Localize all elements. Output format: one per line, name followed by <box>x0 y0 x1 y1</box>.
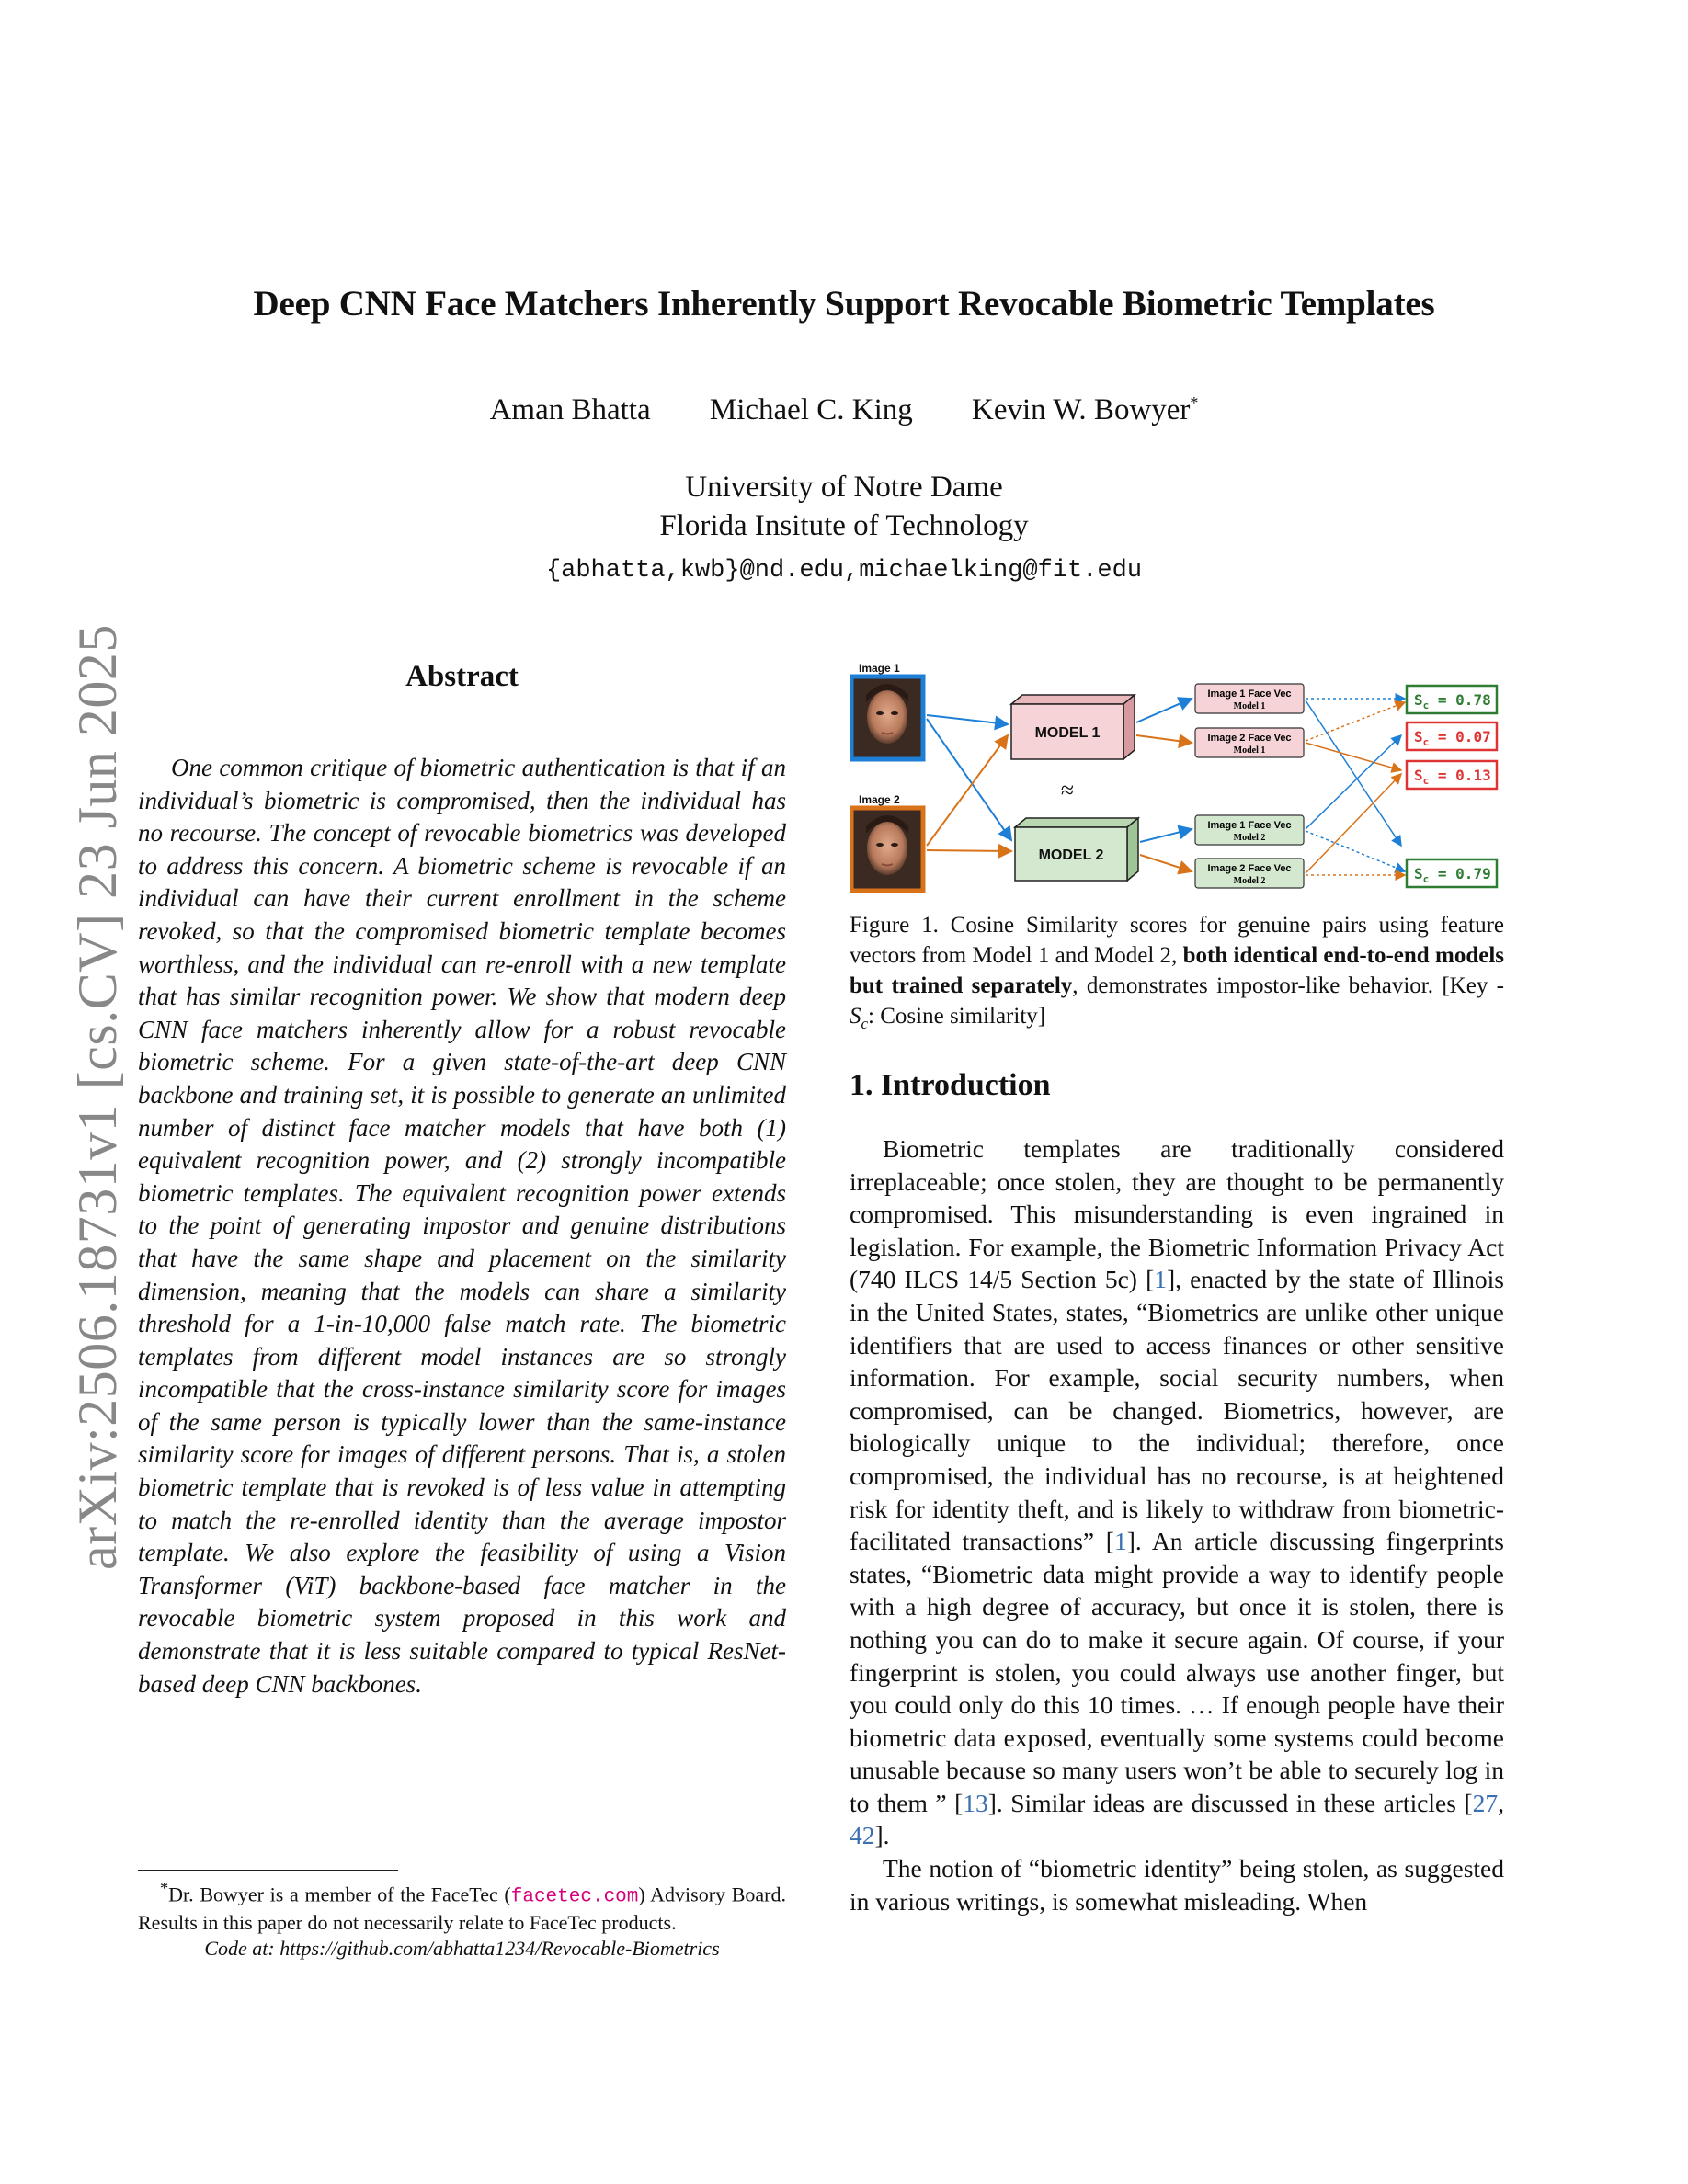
author-list <box>0 393 1688 427</box>
score-value: 0.79 <box>1455 865 1491 882</box>
footnote-text: Dr. Bowyer is a member of the FaceTec ( <box>168 1883 511 1906</box>
score-box-1 <box>1407 722 1497 750</box>
author-name: Aman Bhatta <box>489 393 651 427</box>
svg-text:Sc = 0.78: $S_c = 0.78$ <box>1414 691 1491 711</box>
model-2-label: MODEL 2 <box>1038 847 1104 863</box>
image1-label: Image 1 <box>859 662 900 675</box>
citation-link[interactable]: 1 <box>1154 1265 1167 1294</box>
svg-text:Image 1 Face Vec: Image 1 Face Vec <box>1207 688 1292 700</box>
abstract-body <box>138 752 786 1701</box>
model-2-box <box>1015 818 1138 881</box>
svg-text:Model 2: Model 2 <box>1233 833 1266 843</box>
paper-title: Deep CNN Face Matchers Inherently Support Revocable Biometric Templates <box>253 284 1435 324</box>
model-to-vector-arrows <box>1136 699 1192 871</box>
score-box-0 <box>1407 686 1497 713</box>
section-heading-introduction: 1. Introduction <box>850 1068 1051 1102</box>
svg-text:Sc = 0.79: $S_c = 0.79$ <box>1414 865 1491 885</box>
svg-text:Sc = 0.13: $S_c = 0.13$ <box>1414 767 1491 787</box>
score-value: 0.07 <box>1455 728 1491 745</box>
score-box-2 <box>1407 761 1497 789</box>
image2-label: Image 2 <box>859 793 900 806</box>
footnote <box>138 1875 786 1962</box>
svg-text:Image 1 Face Vec: Image 1 Face Vec <box>1207 820 1292 831</box>
abstract-text: One common critique of biometric authentication is that if an individual’s biometric is compromised, then the individual has no recourse. The concept of revocable biometrics was developed to address this concern. A biometric scheme is revocable if an individual can have their current enrollment in the scheme revoked, so that the compromised biometric template becomes worthless, and the individual can re-enroll with a new template that has similar recognition power. We show that modern deep CNN face matchers inherently allow for a robust revocable biometric scheme. For a given state-of-the-art deep CNN backbone and training set, it is possible to generate an unlimited number of distinct face matcher models that have both (1) equivalent recognition power, and (2) strongly incompatible biometric templates. The equivalent recognition power extends to the point of generating impostor and genuine distributions that have the same shape and placement on the similarity dimension, meaning that the models can share a similarity threshold for a 1-in-10,000 false match rate. The biometric templates from different model instances are so strongly incompatible that the cross-instance similarity score for images of the same person is typically lower than the same-instance similarity score for images of different persons. That is, a stolen biometric template that is revoked is of less value in attempting to match the re-enrolled identity than the average impostor template. We also explore the feasibility of using a Vision Transformer (ViT) backbone-based face matcher in the revocable biometric system proposed in this work and demonstrate that it is less suitable compared to typical ResNet-based deep CNN backbones. <box>138 754 786 1698</box>
figure-1-caption: Figure 1. Cosine Similarity scores for genuine pairs using feature vectors from Model 1 and Model 2, both identical end-to-end models but trained separately, demonstrates impostor-like behavior. [$Key - S_c$: Cosine similarity] <box>850 913 1504 1032</box>
face-image-1 <box>851 677 923 759</box>
vector-box-image1-model2 <box>1195 815 1304 845</box>
score-box-3 <box>1407 859 1497 887</box>
footnote-text: ) Advisory Board. Results in this paper do not necessarily relate to FaceTec products. <box>138 1883 786 1935</box>
affiliation: University of Notre Dame <box>685 471 1003 504</box>
citation-link[interactable]: 1 <box>1113 1527 1127 1556</box>
model-1-box <box>1011 695 1135 759</box>
abstract-heading: Abstract <box>405 660 519 693</box>
footnote-link[interactable]: facetec.com <box>510 1886 639 1908</box>
footnote-rule <box>138 1870 398 1871</box>
vector-box-image2-model1 <box>1195 728 1304 757</box>
svg-text:Model 1: Model 1 <box>1233 701 1266 711</box>
svg-text:Sc = 0.07: $S_c = 0.07$ <box>1414 728 1491 748</box>
citation-link[interactable]: 27 <box>1472 1788 1499 1817</box>
svg-text:Image 2 Face Vec: Image 2 Face Vec <box>1207 863 1292 874</box>
svg-text:Image 2 Face Vec: Image 2 Face Vec <box>1207 733 1292 744</box>
score-value: 0.78 <box>1455 691 1491 709</box>
citation-link[interactable]: 42 <box>850 1821 875 1850</box>
arxiv-identifier: arXiv:2506.18731v1 [cs.CV] 23 Jun 2025 <box>67 624 128 1570</box>
vector-box-image2-model2 <box>1195 859 1304 888</box>
intro-paragraph-1: Biometric templates are traditionally considered irreplaceable; once stolen, they are thought to be permanently compromised. This misunderstanding is even ingrained in legislation. For example, the Biometric Information Privacy Act (740 ILCS 14/5 Section 5c) [1], enacted by the state of Illinois in the United States, states, “Biometrics are unlike other unique identifiers that are used to access finances or other sensitive information. For example, social security numbers, when compromised, can be changed. Biometrics, however, are biologically unique to the individual; therefore, once compromised, the individual has no recourse, is at heightened risk for identity theft, and is likely to withdraw from biometric-facilitated transactions” [1]. An article discussing fingerprints states, “Biometric data might provide a way to identify people with a high degree of accuracy, but once it is stolen, there is nothing you can do to make it secure again. Of course, if your fingerprint is stolen, you could always use another finger, but you could only do this 10 times. … If enough people have their biometric data exposed, eventually some systems could become unusable because so many users won’t be able to securely log in to them ” [13]. Similar ideas are discussed in these articles [27, 42]. <box>850 1134 1505 1850</box>
image-to-model-arrows <box>927 715 1011 851</box>
figure-1-diagram <box>850 662 1504 906</box>
affiliation: Florida Insitute of Technology <box>659 509 1029 542</box>
author-name: Kevin W. Bowyer* <box>972 393 1199 427</box>
vector-box-image1-model1 <box>1195 684 1304 713</box>
footnote-mark: * <box>160 1879 169 1897</box>
model-1-label: MODEL 1 <box>1034 725 1101 741</box>
introduction-body <box>850 1132 1504 1917</box>
svg-text:Model 2: Model 2 <box>1233 876 1266 886</box>
citation-link[interactable]: 13 <box>963 1788 988 1817</box>
approx-symbol: ≈ <box>1060 777 1075 803</box>
face-image-2 <box>851 808 923 891</box>
author-email: {abhatta,kwb}@nd.edu,michaelking@fit.edu <box>545 557 1143 585</box>
author-name: Michael C. King <box>709 393 913 427</box>
code-url[interactable]: Code at: https://github.com/abhatta1234/Revocable-Biometrics <box>204 1937 720 1961</box>
score-value: 0.13 <box>1455 767 1491 784</box>
vector-to-score-arrows <box>1306 699 1405 875</box>
intro-paragraph-2: The notion of “biometric identity” being stolen, as suggested in various writings, is somewhat misleading. When <box>850 1854 1504 1916</box>
svg-text:Model 1: Model 1 <box>1233 745 1266 756</box>
author-footnote-mark: * <box>1190 393 1199 412</box>
